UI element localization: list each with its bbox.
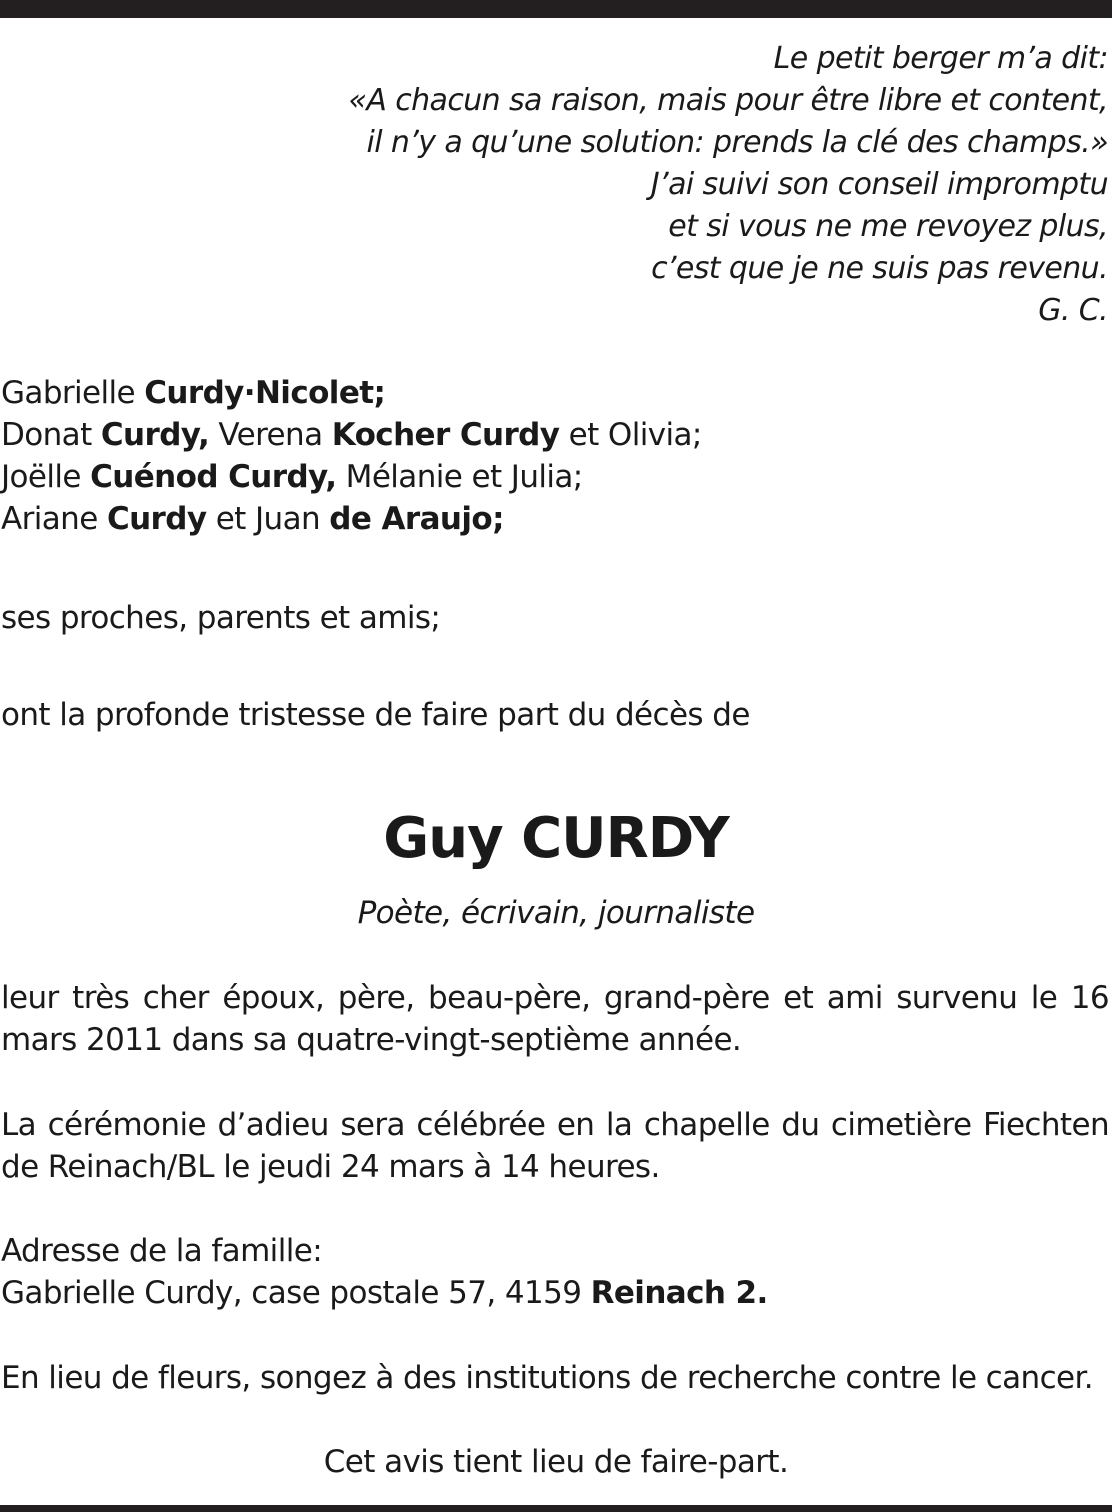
announcement-line: ont la profonde tristesse de faire part du décès de xyxy=(1,697,750,733)
given-name: et Juan xyxy=(206,501,330,537)
epigraph-poem xyxy=(208,38,1108,332)
poem-line: et si vous ne me revoyez plus, xyxy=(668,209,1108,244)
address-city: Reinach 2. xyxy=(590,1275,768,1311)
closing-note: Cet avis tient lieu de faire-part. xyxy=(323,1444,789,1480)
poem-line: c’est que je ne suis pas revenu. xyxy=(651,251,1108,286)
given-name: Donat xyxy=(1,417,101,453)
death-paragraph: leur très cher époux, père, beau-père, grand-père et ami survenu le 16 mars 2011 dans sa quatre-vingt-septième année. xyxy=(1,980,1109,1058)
surname: Curdy, xyxy=(100,417,210,453)
address-text: Gabrielle Curdy, case postale 57, 4159 xyxy=(1,1275,591,1311)
top-border-rule xyxy=(0,0,1112,18)
address-block xyxy=(1,1230,1109,1314)
surname: de Araujo; xyxy=(329,501,504,537)
family-line xyxy=(1,498,702,540)
poem-line: «A chacun sa raison, mais pour être libre et content, xyxy=(348,83,1108,118)
ceremony-paragraph: La cérémonie d’adieu sera célébrée en la chapelle du cimetière Fiechten de Reinach/BL le jeudi 24 mars à 14 heures. xyxy=(1,1107,1109,1185)
poem-line: Le petit berger m’a dit: xyxy=(773,41,1108,76)
flowers-paragraph: En lieu de fleurs, songez à des institutions de recherche contre le cancer. xyxy=(1,1360,1094,1396)
given-name: Ariane xyxy=(1,501,107,537)
address-label: Adresse de la famille: xyxy=(1,1233,323,1269)
other-names: et Olivia; xyxy=(559,417,702,453)
surname: Curdy·Nicolet; xyxy=(144,375,386,411)
given-name: Joëlle xyxy=(1,459,91,495)
deceased-name: Guy CURDY xyxy=(383,806,729,871)
family-list xyxy=(1,372,702,540)
family-line xyxy=(1,414,702,456)
family-line xyxy=(1,372,702,414)
given-name: Gabrielle xyxy=(1,375,145,411)
surname: Kocher Curdy xyxy=(331,417,560,453)
deceased-occupation: Poète, écrivain, journaliste xyxy=(357,895,755,931)
bottom-border-rule xyxy=(0,1505,1112,1512)
address-line xyxy=(1,1272,1109,1314)
other-names: Mélanie et Julia; xyxy=(336,459,583,495)
surname: Cuénod Curdy, xyxy=(90,459,337,495)
poem-signature: G. C. xyxy=(1038,293,1108,328)
relatives-line: ses proches, parents et amis; xyxy=(1,600,441,636)
family-line xyxy=(1,456,702,498)
poem-line: il n’y a qu’une solution: prends la clé des champs.» xyxy=(366,125,1108,160)
poem-line: J’ai suivi son conseil impromptu xyxy=(650,167,1108,202)
surname: Curdy xyxy=(106,501,207,537)
given-name: Verena xyxy=(209,417,332,453)
